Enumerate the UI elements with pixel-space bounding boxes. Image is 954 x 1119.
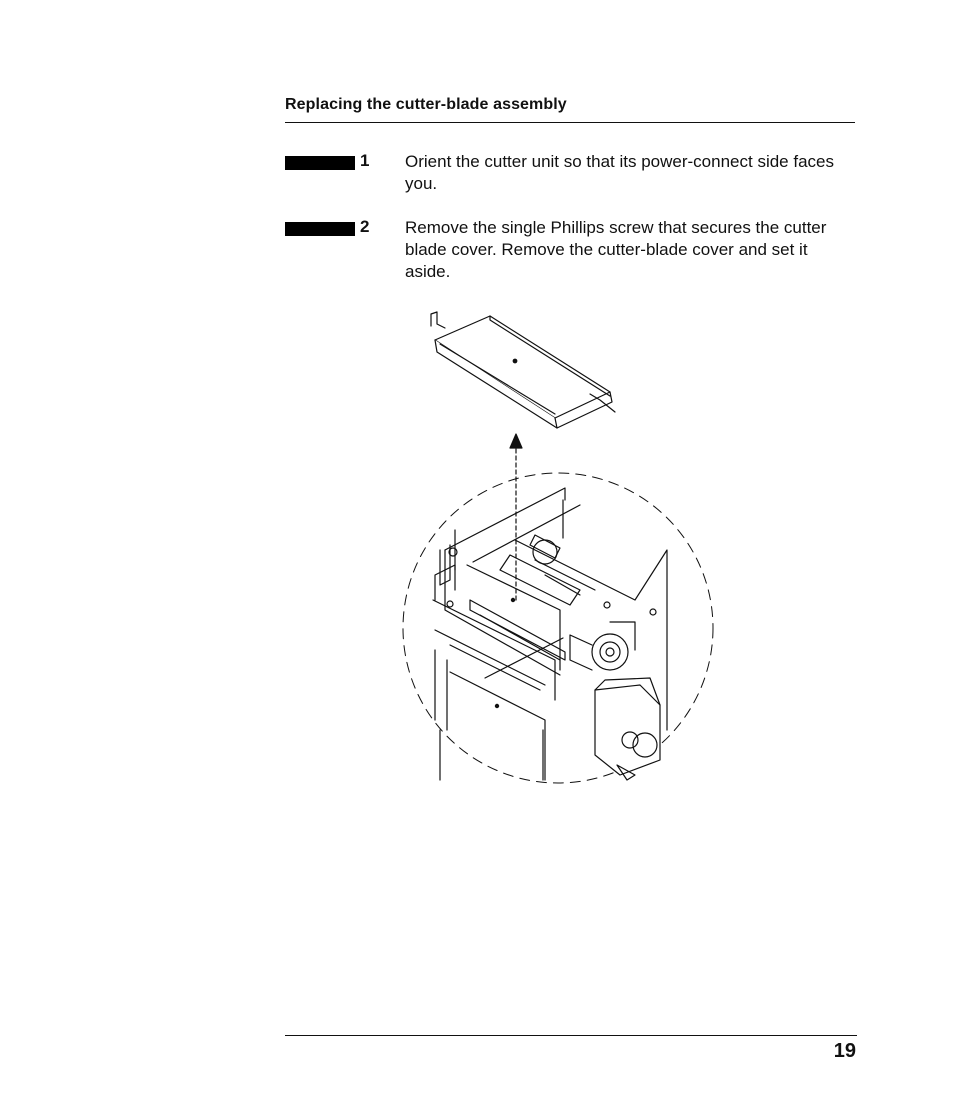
step-number: 1 bbox=[360, 151, 370, 170]
step-text: Orient the cutter unit so that its power-connect side faces you. bbox=[405, 152, 834, 193]
cutter-assembly-illustration bbox=[395, 300, 725, 800]
lift-arrow bbox=[510, 434, 522, 600]
footer-divider bbox=[285, 1035, 857, 1036]
cutter-unit bbox=[433, 488, 667, 780]
step-text: Remove the single Phillips screw that secures the cutter blade cover. Remove the cutter-blade cover and set it aside. bbox=[405, 218, 827, 281]
title-divider bbox=[285, 122, 855, 123]
step-marker-bar bbox=[285, 222, 355, 236]
blade-cover-part bbox=[431, 312, 615, 428]
section-title: Replacing the cutter-blade assembly bbox=[285, 96, 567, 113]
page-number: 19 bbox=[833, 1040, 856, 1062]
step-number: 2 bbox=[360, 217, 370, 236]
step-marker-bar bbox=[285, 156, 355, 170]
